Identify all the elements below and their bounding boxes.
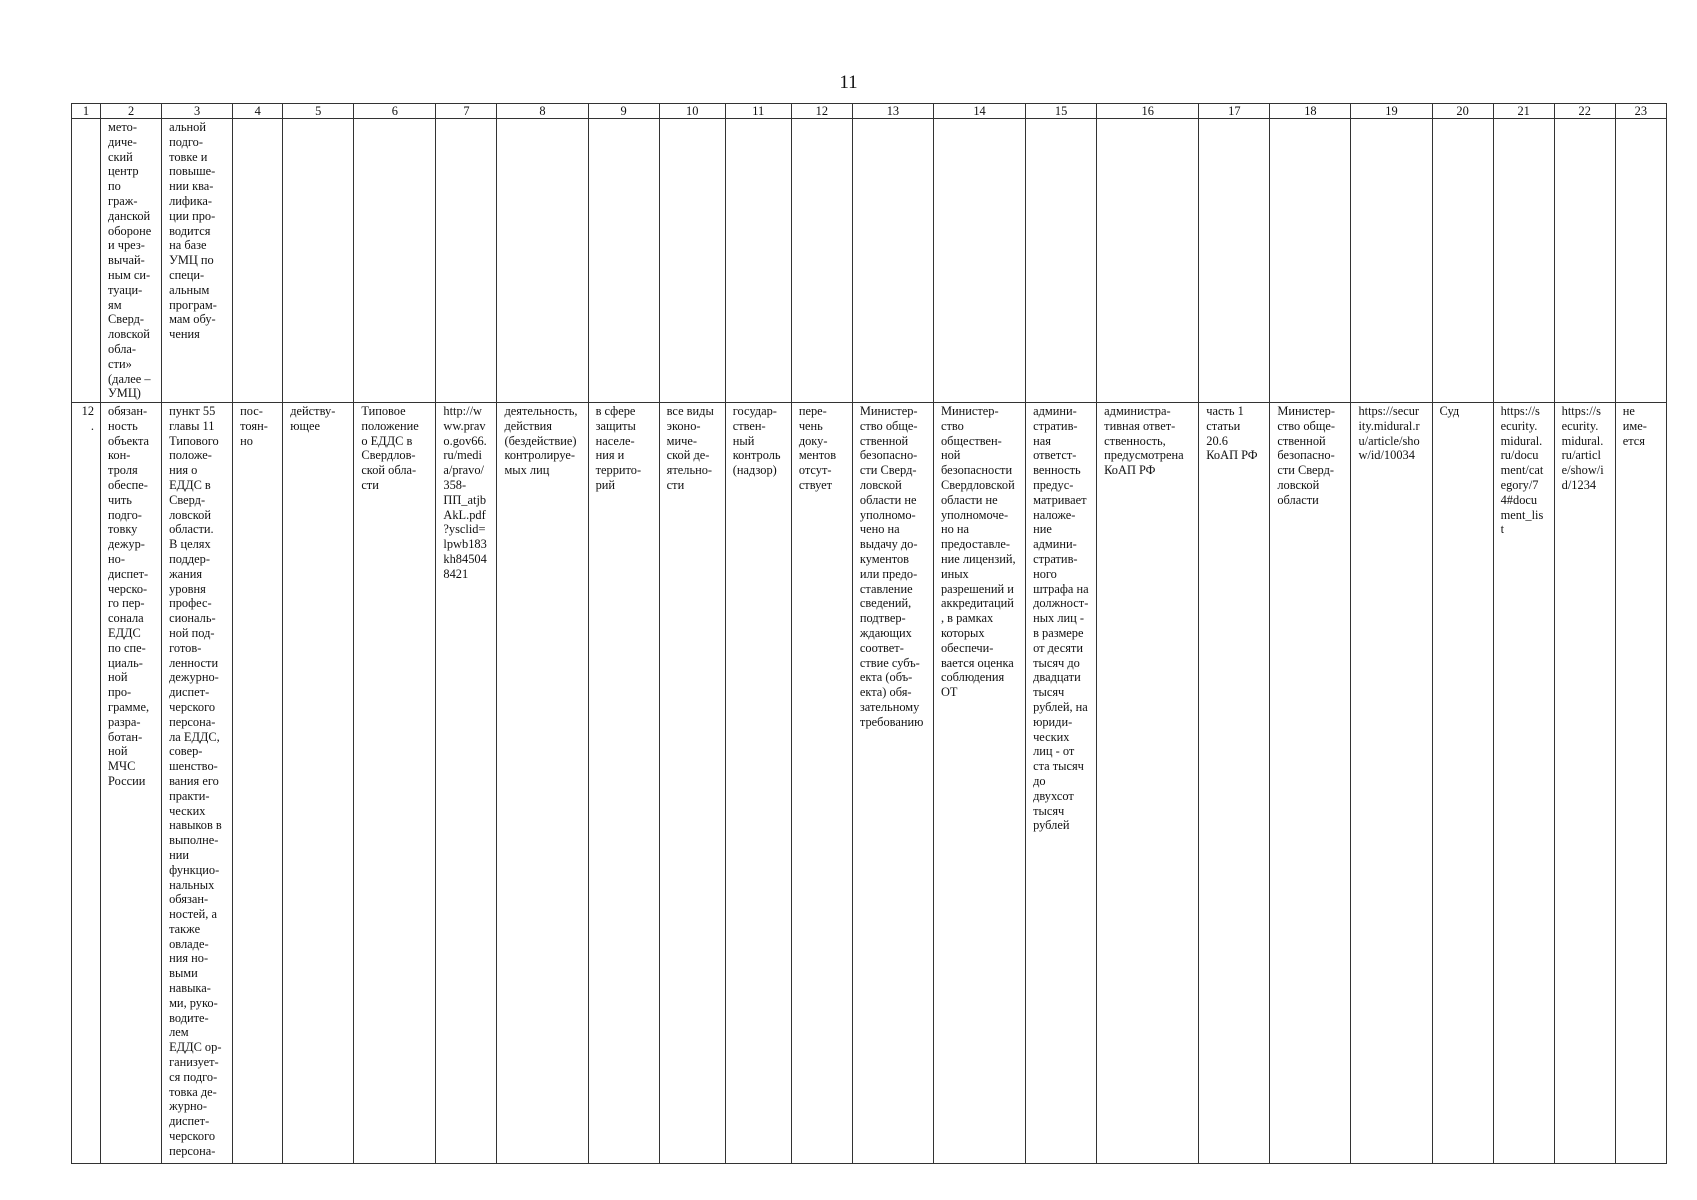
table-cell: Министер- ство обществен- ной безопасности Свердловской области не уполномоче- но на предоставле- ние лицензий, иных разрешений и аккредитаций , в рамках которых обеспечи- вается оценка соблюдения ОТ bbox=[933, 403, 1025, 1164]
column-number: 14 bbox=[933, 104, 1025, 119]
table-cell bbox=[1270, 119, 1351, 403]
table-cell: все виды эконо- миче- ской де- ятельно- сти bbox=[659, 403, 725, 1164]
table-cell bbox=[588, 119, 659, 403]
column-number: 21 bbox=[1493, 104, 1554, 119]
legal-basis-cell: пункт 55 главы 11 Типового положе- ния о ЕДДС в Сверд- ловской области. В целях поддер- жания уровня профес- сиональ- ной под- готов- ленности дежурно- диспет- черского персона- ла ЕДДС, совер- шенство- вания его практи- ческих навыков в выполне- нии функцио- нальных обязан- ностей, а также овладе- ния но- выми навыка- ми, руко- водите- лем ЕДДС ор- ганизует- ся подго- товка де- журно- диспет- черского персона- bbox=[162, 403, 233, 1164]
table-cell: мето- диче- ский центр по граж- данской обороне и чрез- вычай- ным си- туаци- ям Сверд- ловской обла- сти» (далее – УМЦ) bbox=[101, 119, 162, 403]
row-number: 12. bbox=[72, 403, 101, 1164]
table-cell bbox=[1199, 119, 1270, 403]
table-cell bbox=[852, 119, 933, 403]
column-number: 20 bbox=[1432, 104, 1493, 119]
column-number: 22 bbox=[1554, 104, 1615, 119]
table-cell bbox=[354, 119, 436, 403]
table-cell: пере- чень доку- ментов отсут- ствует bbox=[791, 403, 852, 1164]
column-number: 2 bbox=[101, 104, 162, 119]
table-cell bbox=[497, 119, 588, 403]
column-number: 11 bbox=[725, 104, 791, 119]
table-cell bbox=[283, 119, 354, 403]
column-number: 8 bbox=[497, 104, 588, 119]
column-number: 6 bbox=[354, 104, 436, 119]
table-cell: в сфере защиты населе- ния и террито- рий bbox=[588, 403, 659, 1164]
table-cell: альной подго- товке и повыше- нии ква- лифика- ции про- водится на базе УМЦ по специ- альным програм- мам обу- чения bbox=[162, 119, 233, 403]
link-cell: https://s ecurity. midural. ru/articl e/show/i d/1234 bbox=[1554, 403, 1615, 1164]
table-cell: админи- стратив- ная ответст- венность предус- матривает наложе- ние админи- стратив- ного штрафа на должност- ных лиц - в размере от десяти тысяч до двадцати тысяч рублей, на юриди- ческих лиц - от ста тысяч до двухсот тысяч рублей bbox=[1026, 403, 1097, 1164]
table-cell: деятельность, действия (бездействие) контролируе- мых лиц bbox=[497, 403, 588, 1164]
table-row-continuation bbox=[72, 119, 1667, 403]
table-cell bbox=[1432, 119, 1493, 403]
table-cell bbox=[1097, 119, 1199, 403]
table-cell bbox=[1554, 119, 1615, 403]
link-cell: https://s ecurity. midural. ru/docu ment/cat egory/7 4#docu ment_lis t bbox=[1493, 403, 1554, 1164]
column-number: 4 bbox=[233, 104, 283, 119]
table-cell: не име- ется bbox=[1615, 403, 1666, 1164]
column-number: 17 bbox=[1199, 104, 1270, 119]
table-cell bbox=[1351, 119, 1432, 403]
table-cell bbox=[72, 119, 101, 403]
table-cell: Министер- ство обще- ственной безопасно- сти Сверд- ловской области bbox=[1270, 403, 1351, 1164]
table-cell bbox=[659, 119, 725, 403]
column-number: 19 bbox=[1351, 104, 1432, 119]
table-cell: часть 1 статьи 20.6 КоАП РФ bbox=[1199, 403, 1270, 1164]
column-number: 5 bbox=[283, 104, 354, 119]
table-cell bbox=[933, 119, 1025, 403]
requirement-cell: обязан- ность объекта кон- троля обеспе- чить подго- товку дежур- но- диспет- черско- го пер- сонала ЕДДС по спе- циаль- ной про- грамме, разра- ботан- ной МЧС России bbox=[101, 403, 162, 1164]
column-number: 10 bbox=[659, 104, 725, 119]
table-cell bbox=[1615, 119, 1666, 403]
table-cell: Суд bbox=[1432, 403, 1493, 1164]
link-cell: https://secur ity.midural.r u/article/sho w/id/10034 bbox=[1351, 403, 1432, 1164]
table-cell: администра- тивная ответ- ственность, предусмотрена КоАП РФ bbox=[1097, 403, 1199, 1164]
table-cell bbox=[791, 119, 852, 403]
table-cell bbox=[233, 119, 283, 403]
column-number: 13 bbox=[852, 104, 933, 119]
column-number-row bbox=[72, 104, 1667, 119]
column-number: 12 bbox=[791, 104, 852, 119]
page-number: 11 bbox=[839, 72, 858, 93]
table-cell: пос- тоян- но bbox=[233, 403, 283, 1164]
requirements-table bbox=[71, 103, 1667, 1164]
table-cell: Министер- ство обще- ственной безопасно- сти Сверд- ловской области не уполномо- чено на выдачу до- кументов или предо- ставление сведений, подтвер- ждающих соответ- ствие субъ- екта (объ- екта) обя- зательному требованию bbox=[852, 403, 933, 1164]
column-number: 16 bbox=[1097, 104, 1199, 119]
table-cell bbox=[725, 119, 791, 403]
link-cell: http://w ww.prav o.gov66. ru/medi a/pravo/ 358- ПП_atjb AkL.pdf ?ysclid= lpwb183 kh84504 8421 bbox=[436, 403, 497, 1164]
column-number: 7 bbox=[436, 104, 497, 119]
table-cell: Типовое положение о ЕДДС в Свердлов- ской обла- сти bbox=[354, 403, 436, 1164]
table-row-12 bbox=[72, 403, 1667, 1164]
table-cell bbox=[1493, 119, 1554, 403]
table-cell: государ- ствен- ный контроль (надзор) bbox=[725, 403, 791, 1164]
column-number: 23 bbox=[1615, 104, 1666, 119]
status-cell: действу- ющее bbox=[283, 403, 354, 1164]
column-number: 15 bbox=[1026, 104, 1097, 119]
column-number: 3 bbox=[162, 104, 233, 119]
table-cell bbox=[436, 119, 497, 403]
column-number: 1 bbox=[72, 104, 101, 119]
column-number: 9 bbox=[588, 104, 659, 119]
column-number: 18 bbox=[1270, 104, 1351, 119]
table-cell bbox=[1026, 119, 1097, 403]
